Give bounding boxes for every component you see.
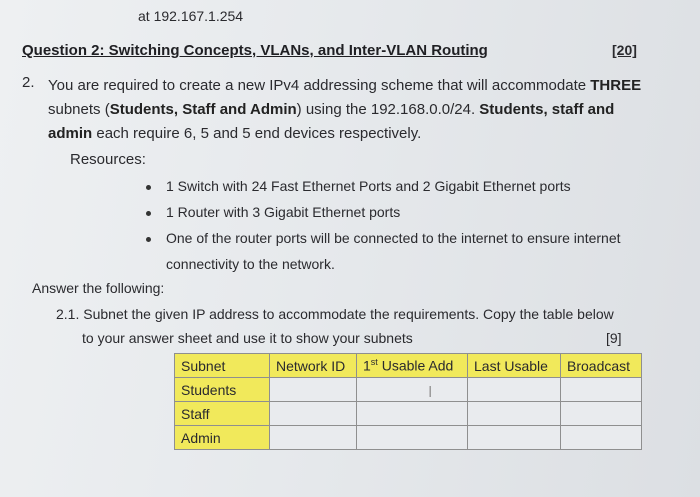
table-cell[interactable] — [357, 402, 468, 426]
table-row — [175, 426, 642, 450]
table-cell[interactable] — [468, 402, 561, 426]
table-header-row — [175, 354, 642, 378]
row-label-admin: Admin — [175, 426, 270, 450]
table-cell[interactable] — [468, 426, 561, 450]
question-marks: [20] — [612, 42, 637, 58]
table-cell[interactable] — [270, 378, 357, 402]
text-cursor-icon: I — [428, 384, 433, 401]
bullet-icon — [146, 185, 151, 190]
question-text — [48, 74, 641, 146]
question-number: 2. — [22, 74, 35, 91]
header-network-id: Network ID — [270, 354, 357, 378]
header-broadcast: Broadcast — [561, 354, 642, 378]
subquestion-line-2: to your answer sheet and use it to show your subnets — [82, 330, 413, 346]
question-line-3: admin each require 6, 5 and 5 end devices respectively. — [48, 125, 422, 142]
first-usable-suffix: Usable Add — [377, 357, 454, 374]
question-line-2: subnets (Students, Staff and Admin) using the 192.168.0.0/24. Students, staff and — [48, 101, 615, 118]
resource-item: 1 Router with 3 Gigabit Ethernet ports — [166, 204, 401, 220]
subnet-table — [174, 353, 642, 450]
subquestion-line-1: 2.1. Subnet the given IP address to accommodate the requirements. Copy the table below — [56, 306, 614, 322]
resource-item: One of the router ports will be connected to the internet to ensure internet — [166, 230, 621, 246]
table-cell[interactable] — [561, 402, 642, 426]
header-subnet: Subnet — [175, 354, 270, 378]
top-text: at 192.167.1.254 — [138, 8, 244, 24]
table-cell[interactable] — [561, 378, 642, 402]
table-cell[interactable] — [357, 378, 468, 402]
row-label-staff: Staff — [175, 402, 270, 426]
table-cell[interactable] — [468, 378, 561, 402]
table-row — [175, 378, 642, 402]
resource-item-continued: connectivity to the network. — [166, 256, 335, 272]
question-line-1: You are required to create a new IPv4 addressing scheme that will accommodate THREE — [48, 77, 642, 94]
table-row — [175, 402, 642, 426]
header-first-usable: 1st Usable Add — [357, 354, 468, 378]
row-label-students: Students — [175, 378, 270, 402]
header-last-usable: Last Usable — [468, 354, 561, 378]
table-cell[interactable] — [561, 426, 642, 450]
subquestion-marks: [9] — [606, 330, 622, 346]
bullet-icon — [146, 237, 151, 242]
table-cell[interactable] — [270, 402, 357, 426]
resource-item: 1 Switch with 24 Fast Ethernet Ports and 2 Gigabit Ethernet ports — [166, 178, 571, 194]
resources-label: Resources: — [70, 151, 146, 168]
bullet-icon — [146, 211, 151, 216]
table-cell[interactable] — [357, 426, 468, 450]
table-cell[interactable] — [270, 426, 357, 450]
answer-label: Answer the following: — [32, 280, 165, 296]
question-heading: Question 2: Switching Concepts, VLANs, and Inter-VLAN Routing — [22, 42, 488, 59]
